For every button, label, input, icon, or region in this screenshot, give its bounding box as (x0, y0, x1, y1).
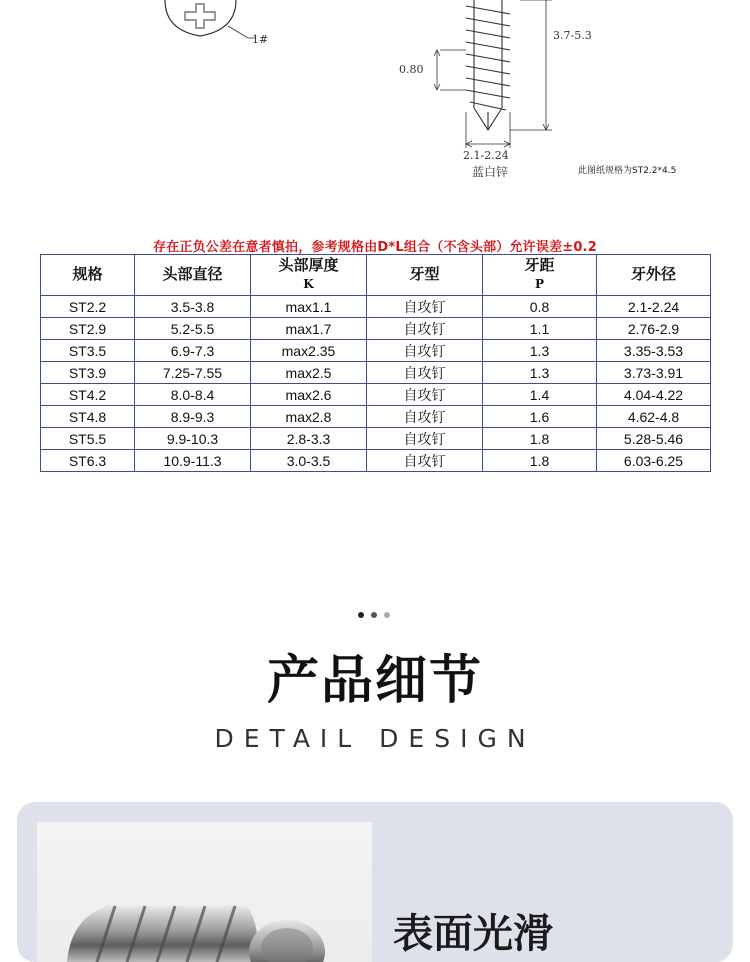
spec-cell: ST2.2 (41, 296, 135, 318)
spec-cell: ST3.9 (41, 362, 135, 384)
pitch-cell: 1.4 (483, 384, 597, 406)
head-thickness-cell: 2.8-3.3 (251, 428, 367, 450)
dot-3 (384, 612, 390, 618)
table-row (41, 384, 711, 406)
section-title-cn: 产品细节 (266, 651, 483, 711)
table-header-row (41, 255, 711, 296)
outer-diameter-cell: 3.73-3.91 (597, 362, 711, 384)
screw-closeup-image (37, 822, 372, 962)
header-thread-type: 牙型 (367, 255, 483, 296)
outer-diameter-cell: 2.76-2.9 (597, 318, 711, 340)
head-diameter-cell: 3.5-3.8 (135, 296, 251, 318)
product-photo (37, 822, 372, 962)
spec-cell: ST4.2 (41, 384, 135, 406)
thread-length-label: 3.7-5.3 (553, 29, 592, 42)
thread-type-cell: 自攻钉 (367, 296, 483, 318)
head-thickness-cell: max2.35 (251, 340, 367, 362)
head-thickness-cell: max2.8 (251, 406, 367, 428)
drawing-spec-note: 此图纸规格为ST2.2*4.5 (578, 166, 677, 176)
pitch-dimension (434, 50, 466, 90)
head-diameter-cell: 5.2-5.5 (135, 318, 251, 340)
header-outer-diameter: 牙外径 (597, 255, 711, 296)
pitch-cell: 1.3 (483, 340, 597, 362)
head-type-label: 1# (252, 33, 269, 46)
spec-cell: ST6.3 (41, 450, 135, 472)
tolerance-note: 存在正负公差在意者慎拍，参考规格由D*L组合（不含头部）允许误差±0.2 (153, 240, 597, 255)
dot-1 (358, 612, 364, 618)
table-row (41, 296, 711, 318)
pitch-cell: 1.3 (483, 362, 597, 384)
diameter-label: 2.1-2.24 (463, 149, 509, 162)
head-thickness-cell: max1.7 (251, 318, 367, 340)
section-title-en: DETAIL DESIGN (214, 724, 536, 753)
head-diameter-cell: 10.9-11.3 (135, 450, 251, 472)
table-row (41, 428, 711, 450)
head-leader-line (228, 26, 248, 38)
spec-table (40, 254, 711, 472)
spec-cell: ST4.8 (41, 406, 135, 428)
spec-cell: ST5.5 (41, 428, 135, 450)
pitch-cell: 1.6 (483, 406, 597, 428)
thread-type-cell: 自攻钉 (367, 318, 483, 340)
thread-type-cell: 自攻钉 (367, 428, 483, 450)
header-head-diameter: 头部直径 (135, 255, 251, 296)
pitch-cell: 1.1 (483, 318, 597, 340)
thread-type-cell: 自攻钉 (367, 362, 483, 384)
screw-shank (466, 0, 510, 130)
thread-type-cell: 自攻钉 (367, 340, 483, 362)
header-pitch: 牙距 P (483, 255, 597, 296)
outer-diameter-cell: 2.1-2.24 (597, 296, 711, 318)
head-diameter-cell: 8.9-9.3 (135, 406, 251, 428)
head-thickness-cell: max2.5 (251, 362, 367, 384)
head-diameter-cell: 8.0-8.4 (135, 384, 251, 406)
table-row (41, 340, 711, 362)
detail-card (17, 802, 733, 962)
finish-label: 蓝白锌 (472, 165, 509, 179)
table-row (41, 362, 711, 384)
head-thickness-cell: max1.1 (251, 296, 367, 318)
head-diameter-cell: 9.9-10.3 (135, 428, 251, 450)
outer-diameter-cell: 4.04-4.22 (597, 384, 711, 406)
head-thickness-cell: max2.6 (251, 384, 367, 406)
outer-diameter-cell: 6.03-6.25 (597, 450, 711, 472)
pitch-cell: 1.8 (483, 450, 597, 472)
thread-type-cell: 自攻钉 (367, 406, 483, 428)
header-head-thickness: 头部厚度 K (251, 255, 367, 296)
header-spec: 规格 (41, 255, 135, 296)
head-thickness-cell: 3.0-3.5 (251, 450, 367, 472)
thread-type-cell: 自攻钉 (367, 384, 483, 406)
head-diameter-cell: 7.25-7.55 (135, 362, 251, 384)
spec-cell: ST3.5 (41, 340, 135, 362)
pitch-cell: 0.8 (483, 296, 597, 318)
pitch-cell: 1.8 (483, 428, 597, 450)
outer-diameter-cell: 4.62-4.8 (597, 406, 711, 428)
feature-title: 表面光滑 (393, 911, 553, 957)
section-dots (358, 612, 408, 622)
table-row (41, 450, 711, 472)
thread-type-cell: 自攻钉 (367, 450, 483, 472)
phillips-cross (185, 4, 215, 28)
table-row (41, 318, 711, 340)
outer-diameter-cell: 3.35-3.53 (597, 340, 711, 362)
technical-drawing (0, 0, 750, 200)
screw-head-outline (165, 0, 236, 36)
table-row (41, 406, 711, 428)
length-dimension (510, 0, 552, 130)
spec-cell: ST2.9 (41, 318, 135, 340)
dot-2 (371, 612, 377, 618)
pitch-label: 0.80 (399, 63, 424, 76)
outer-diameter-cell: 5.28-5.46 (597, 428, 711, 450)
head-diameter-cell: 6.9-7.3 (135, 340, 251, 362)
